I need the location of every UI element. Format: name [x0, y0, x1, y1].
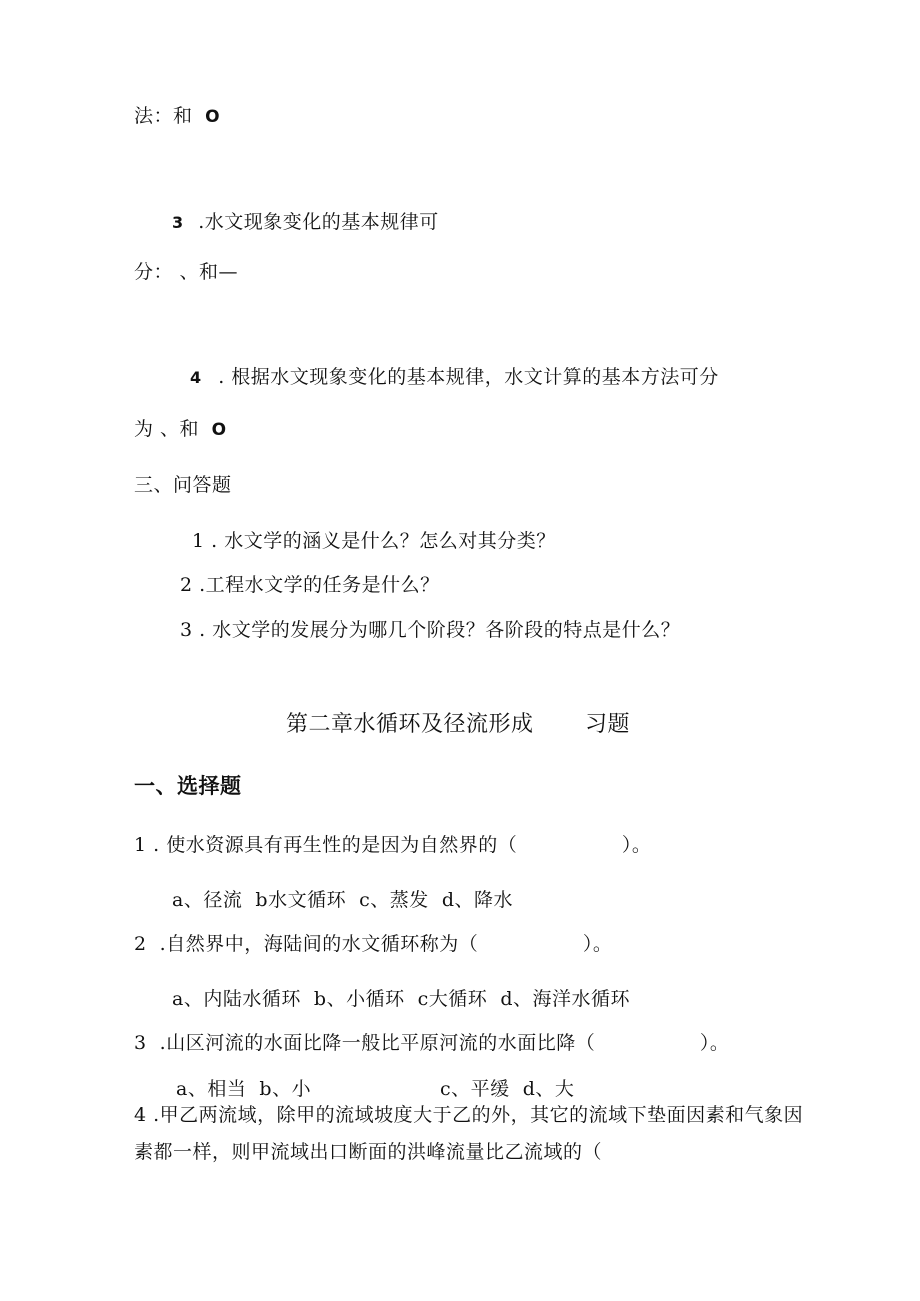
question-number: 4 — [190, 368, 202, 387]
question-number: 3 — [172, 213, 184, 232]
chapter-title-main: 第二章水循环及径流形成 — [286, 712, 534, 737]
chapter-title — [286, 713, 630, 737]
prev-answer-line — [134, 104, 220, 129]
prev-answer-mark: O — [205, 107, 221, 127]
choice-question-4-cont: 素都一样，则甲流域出口断面的洪峰流量比乙流域的（ — [134, 1141, 603, 1163]
choice-heading: 一、选择题 — [134, 774, 242, 798]
choice-options-1: a、径流 b水文循环 c、蒸发 d、降水 — [172, 889, 514, 911]
choice-options-3-right: c、平缓 d、大 — [440, 1078, 575, 1100]
question-text: . 根据水文现象变化的基本规律，水文计算的基本方法可分 — [218, 366, 719, 388]
qa-item-2: 2 .工程水文学的任务是什么？ — [180, 574, 440, 596]
choice-options-2: a、内陆水循环 b、小循环 c大循环 d、海洋水循环 — [172, 988, 631, 1010]
chapter-title-suffix: 习题 — [585, 712, 631, 737]
fill-question-4 — [190, 365, 719, 390]
qa-heading: 三、问答题 — [134, 474, 232, 496]
fill-question-3 — [172, 210, 439, 235]
choice-question-4: 4 .甲乙两流域，除甲的流域坡度大于乙的外，其它的流域下垫面因素和气象因 — [134, 1104, 804, 1126]
fill-question-4-cont — [134, 417, 227, 442]
choice-question-2: 2 .自然界中，海陆间的水文循环称为（ ）。 — [134, 933, 613, 955]
question-text: 为 、和 — [134, 418, 200, 440]
question-text: .水文现象变化的基本规律可 — [198, 211, 439, 233]
choice-options-3-left: a、相当 b、小 — [176, 1078, 312, 1100]
fill-question-3-cont: 分： 、和— — [134, 261, 239, 283]
choice-question-3: 3 .山区河流的水面比降一般比平原河流的水面比降（ ）。 — [134, 1032, 730, 1054]
choice-question-1: 1 . 使水资源具有再生性的是因为自然界的（ ）。 — [134, 834, 652, 856]
prev-answer-text: 法：和 — [134, 105, 193, 127]
answer-mark: O — [211, 420, 227, 440]
qa-item-1: 1 . 水文学的涵义是什么？怎么对其分类？ — [192, 530, 556, 552]
qa-item-3: 3 . 水文学的发展分为哪几个阶段？各阶段的特点是什么？ — [180, 619, 681, 641]
